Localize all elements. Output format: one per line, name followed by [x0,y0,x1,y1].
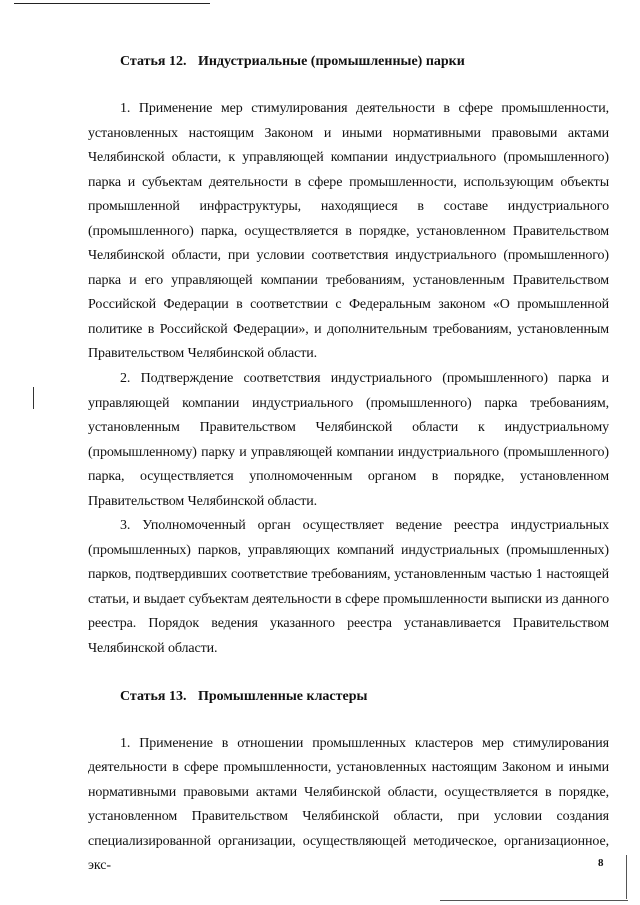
article-12-number: Статья 12. [120,54,187,69]
page-number: 8 [598,857,604,869]
article-13-paragraph-1: 1. Применение в отношении промышленных кластеров мер стимулирования деятельности в сфере промышленности, установленных настоящим Законом и иными нормативными правовыми актами Челябинской области, осуществляется в порядке, установленном Правительством Челябинской области, при условии создания специализированной организации, осуществляющей методическое, организационное, экс- [88,735,609,874]
left-margin-mark [33,387,34,409]
right-margin-mark [626,855,627,899]
document-page [88,52,609,879]
article-12-title: Индустриальные (промышленные) парки [197,54,465,69]
article-13-heading [120,687,609,707]
article-12-paragraph-2: 2. Подтверждение соответствия индустриального (промышленного) парка и управляющей компании индустриального (промышленного) парка требованиям, установленным Правительством Челябинской области к индустриальному (промышленному) парку и управляющей компании индустриального (промышленного) парка, осуществляется уполномоченным органом в порядке, установленном Правительством Челябинской области. [88,371,609,509]
article-12-paragraph-3: 3. Уполномоченный орган осуществляет ведение реестра индустриальных (промышленных) парков, управляющих компаний индустриальных (промышленных) парков, подтвердивших соответствие требованиям, установленным частью 1 настоящей статьи, и выдает субъектам деятельности в сфере промышленности выписки из данного реестра. Порядок ведения указанного реестра устанавливается Правительством Челябинской области. [88,518,609,657]
bottom-margin-rule [440,900,628,901]
article-12-paragraph-1: 1. Применение мер стимулирования деятельности в сфере промышленности, установленных настоящим Законом и иными нормативными правовыми актами Челябинской области, к управляющей компании индустриального (промышленного) парка и субъектам деятельности в сфере промышленности, использующим объекты промышленной инфраструктуры, находящиеся в составе индустриального (промышленного) парка, осуществляется в порядке, установленном Правительством Челябинской области, при условии соответствия индустриального (промышленного) парка и его управляющей компании требованиям, установленным Правительством Российской Федерации в соответствии с Федеральным законом «О промышленной политике в Российской Федерации», и дополнительным требованиям, установленным Правительством Челябинской области. [88,101,609,362]
top-margin-rule [14,3,210,4]
article-13-number: Статья 13. [120,688,187,704]
article-12-heading [120,52,609,72]
article-13-title: Промышленные кластеры [197,688,368,704]
